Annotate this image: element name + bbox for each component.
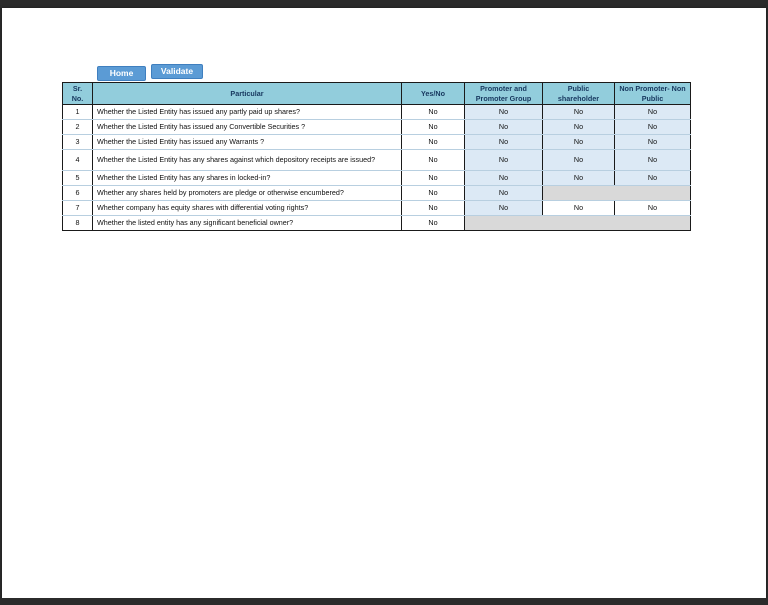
cell-public[interactable]: No [543, 120, 615, 135]
cell-promoter[interactable]: No [465, 135, 543, 150]
cell-promoter[interactable]: No [465, 201, 543, 216]
cell-promoter[interactable]: No [465, 150, 543, 171]
cell-sr: 8 [63, 216, 93, 231]
cell-public[interactable]: No [543, 201, 615, 216]
cell-sr: 2 [63, 120, 93, 135]
cell-sr: 3 [63, 135, 93, 150]
cell-non-promoter[interactable]: No [615, 105, 691, 120]
cell-promoter[interactable]: No [465, 186, 543, 201]
table-row [63, 186, 691, 201]
cell-sr: 6 [63, 186, 93, 201]
cell-sr: 4 [63, 150, 93, 171]
cell-non-promoter[interactable]: No [615, 171, 691, 186]
cell-promoter[interactable]: No [465, 105, 543, 120]
header-sr-no: Sr. No. [63, 83, 93, 105]
cell-yes-no[interactable]: No [402, 216, 465, 231]
cell-not-applicable [465, 216, 691, 231]
cell-yes-no[interactable]: No [402, 150, 465, 171]
shareholding-questions-table [62, 82, 691, 231]
cell-public[interactable]: No [543, 150, 615, 171]
cell-particular: Whether any shares held by promoters are pledge or otherwise encumbered? [93, 186, 402, 201]
cell-yes-no[interactable]: No [402, 201, 465, 216]
viewer-top-bar [0, 0, 768, 8]
table-header-row [63, 83, 691, 105]
cell-yes-no[interactable]: No [402, 105, 465, 120]
table-row [63, 120, 691, 135]
header-particular: Particular [93, 83, 402, 105]
table-row [63, 135, 691, 150]
cell-particular: Whether the Listed Entity has issued any Convertible Securities ? [93, 120, 402, 135]
header-non-promoter: Non Promoter- Non Public [615, 83, 691, 105]
cell-non-promoter[interactable]: No [615, 135, 691, 150]
cell-non-promoter[interactable]: No [615, 201, 691, 216]
cell-yes-no[interactable]: No [402, 120, 465, 135]
home-button[interactable]: Home [97, 66, 146, 81]
cell-yes-no[interactable]: No [402, 186, 465, 201]
viewer-bottom-bar [0, 598, 768, 605]
cell-not-applicable [543, 186, 691, 201]
cell-promoter[interactable]: No [465, 120, 543, 135]
cell-yes-no[interactable]: No [402, 171, 465, 186]
header-promoter: Promoter and Promoter Group [465, 83, 543, 105]
cell-promoter[interactable]: No [465, 171, 543, 186]
cell-public[interactable]: No [543, 105, 615, 120]
cell-public[interactable]: No [543, 135, 615, 150]
cell-public[interactable]: No [543, 171, 615, 186]
validate-button[interactable]: Validate [151, 64, 203, 79]
cell-particular: Whether company has equity shares with differential voting rights? [93, 201, 402, 216]
document-page [2, 8, 766, 598]
header-public: Public shareholder [543, 83, 615, 105]
cell-particular: Whether the Listed Entity has any shares against which depository receipts are issued? [93, 150, 402, 171]
cell-non-promoter[interactable]: No [615, 150, 691, 171]
table-row [63, 105, 691, 120]
table-row [63, 201, 691, 216]
cell-particular: Whether the Listed Entity has issued any partly paid up shares? [93, 105, 402, 120]
cell-sr: 1 [63, 105, 93, 120]
table-row [63, 171, 691, 186]
table-row [63, 150, 691, 171]
cell-particular: Whether the Listed Entity has any shares in locked-in? [93, 171, 402, 186]
cell-yes-no[interactable]: No [402, 135, 465, 150]
cell-particular: Whether the Listed Entity has issued any Warrants ? [93, 135, 402, 150]
header-yes-no: Yes/No [402, 83, 465, 105]
cell-sr: 5 [63, 171, 93, 186]
table-row [63, 216, 691, 231]
cell-sr: 7 [63, 201, 93, 216]
cell-non-promoter[interactable]: No [615, 120, 691, 135]
cell-particular: Whether the listed entity has any significant beneficial owner? [93, 216, 402, 231]
